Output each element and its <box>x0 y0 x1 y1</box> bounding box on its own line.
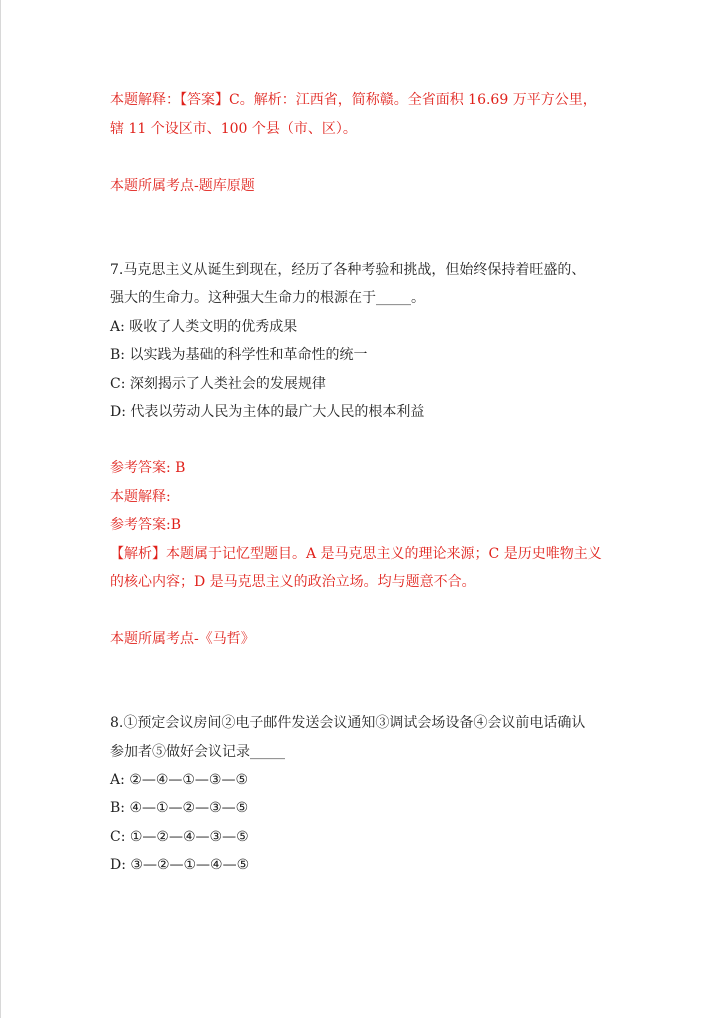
q8-option-d: D: ③—②—①—④—⑤ <box>110 857 250 873</box>
q7-answer-repeat: 参考答案:B <box>110 517 182 533</box>
q8-option-c: C: ①—②—④—③—⑤ <box>110 829 249 845</box>
q8-stem-line-1: 8.①预定会议房间②电子邮件发送会议通知③调试会场设备④会议前电话确认 <box>110 715 586 731</box>
q7-option-a: A: 吸收了人类文明的优秀成果 <box>110 319 298 335</box>
q8-option-a: A: ②—④—①—③—⑤ <box>110 772 249 788</box>
q7-option-c: C: 深刻揭示了人类社会的发展规律 <box>110 376 326 392</box>
q6-explanation-line-2: 辖 11 个设区市、100 个县（市、区）。 <box>110 121 357 137</box>
q7-analysis-line-2: 的核心内容；D 是马克思主义的政治立场。均与题意不合。 <box>110 574 476 590</box>
q8-option-b: B: ④—①—②—③—⑤ <box>110 800 249 816</box>
q7-topic: 本题所属考点-《马哲》 <box>110 631 255 647</box>
q6-explanation-line-1: 本题解释：【答案】C。解析：江西省，简称赣。全省面积 16.69 万平方公里， <box>110 92 597 108</box>
q7-analysis-line-1: 【解析】本题属于记忆型题目。A 是马克思主义的理论来源；C 是历史唯物主义 <box>110 546 602 562</box>
q7-stem-line-2: 强大的生命力。这种强大生命力的根源在于_____。 <box>110 290 425 306</box>
q7-option-b: B: 以实践为基础的科学性和革命性的统一 <box>110 347 368 363</box>
q6-topic: 本题所属考点-题库原题 <box>110 178 255 194</box>
q7-option-d: D: 代表以劳动人民为主体的最广大人民的根本利益 <box>110 404 425 420</box>
q7-answer: 参考答案: B <box>110 460 186 476</box>
q8-stem-line-2: 参加者⑤做好会议记录_____ <box>110 744 285 760</box>
q7-stem-line-1: 7.马克思主义从诞生到现在，经历了各种考验和挑战，但始终保持着旺盛的、 <box>110 262 586 278</box>
q7-explanation-label: 本题解释: <box>110 489 171 505</box>
